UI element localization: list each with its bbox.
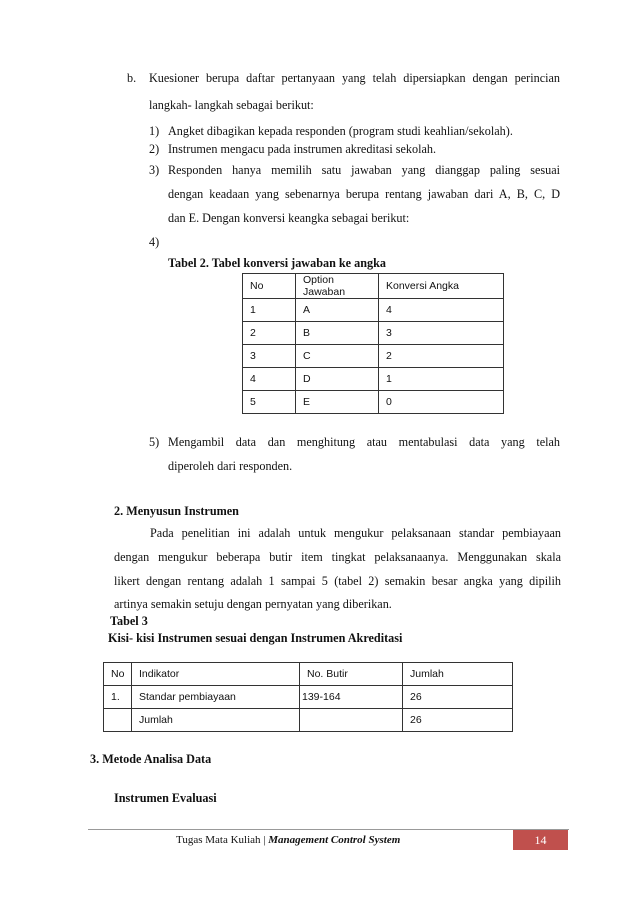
page-number: 14 xyxy=(513,830,568,850)
table-cell: 3 xyxy=(243,345,296,368)
list-item-5-line1: Mengambil data dan menghitung atau mentabulasi data yang telah xyxy=(168,435,560,449)
table-row xyxy=(243,391,504,414)
section2-heading: 2. Menyusun Instrumen xyxy=(114,504,239,518)
table-row xyxy=(243,299,504,322)
list-item-3-line3: dan E. Dengan konversi keangka sebagai berikut: xyxy=(168,211,410,225)
table-cell xyxy=(104,709,132,732)
list-marker-b: b. xyxy=(127,71,137,85)
table-cell: 5 xyxy=(243,391,296,414)
table-cell: Jumlah xyxy=(132,709,300,732)
section2-para-line3: likert dengan rentang adalah 1 sampai 5 (tabel 2) semakin besar angka yang dipilih xyxy=(114,574,561,588)
footer-course-name: Management Control System xyxy=(268,834,401,846)
table-cell: 2 xyxy=(243,322,296,345)
table-cell: D xyxy=(296,368,379,391)
section3-heading: 3. Metode Analisa Data xyxy=(90,752,212,766)
table-header-cell: Jumlah xyxy=(403,663,513,686)
table-cell: 1. xyxy=(104,686,132,709)
list-item-3-line2: dengan keadaan yang sebenarnya berupa rentang jawaban dari A, B, C, D xyxy=(168,187,560,201)
table-row xyxy=(104,663,513,686)
table3-caption-label: Tabel 3 xyxy=(110,614,148,628)
list-item-2: Instrumen mengacu pada instrumen akreditasi sekolah. xyxy=(168,142,437,156)
list-item-1: Angket dibagikan kepada responden (program studi keahlian/sekolah). xyxy=(168,124,513,138)
table-cell: 2 xyxy=(379,345,504,368)
list-num-5: 5) xyxy=(149,435,160,449)
table-header-cell: No. Butir xyxy=(300,663,403,686)
footer-prefix: Tugas Mata Kuliah | xyxy=(176,834,269,846)
table-row xyxy=(243,322,504,345)
table-header-cell: Option Jawaban xyxy=(296,274,379,299)
table-row xyxy=(243,345,504,368)
table2 xyxy=(242,273,504,414)
table-cell: 4 xyxy=(243,368,296,391)
table-row xyxy=(104,709,513,732)
table-cell: 26 xyxy=(403,709,513,732)
table-cell: 0 xyxy=(379,391,504,414)
table-cell: C xyxy=(296,345,379,368)
table-cell xyxy=(300,709,403,732)
table-header-cell: Konversi Angka xyxy=(379,274,504,299)
table-cell: 139-164 xyxy=(300,686,403,709)
list-num-4: 4) xyxy=(149,235,160,249)
table3 xyxy=(103,662,513,732)
section2-para-line4: artinya semakin setuju dengan pernyatan yang diberikan. xyxy=(114,597,392,611)
table-cell: B xyxy=(296,322,379,345)
table-cell: A xyxy=(296,299,379,322)
table-cell: 4 xyxy=(379,299,504,322)
footer-text xyxy=(176,834,400,846)
table-cell: 1 xyxy=(243,299,296,322)
table-cell: Standar pembiayaan xyxy=(132,686,300,709)
table-header-cell: No xyxy=(104,663,132,686)
list-item-5-line2: diperoleh dari responden. xyxy=(168,459,293,473)
list-item-3-line1: Responden hanya memilih satu jawaban yang dianggap paling sesuai xyxy=(168,163,560,177)
section3-subheading: Instrumen Evaluasi xyxy=(114,791,217,805)
list-b-line2: langkah- langkah sebagai berikut: xyxy=(149,98,314,112)
list-num-1: 1) xyxy=(149,124,160,138)
table-row xyxy=(243,368,504,391)
table-header-cell: Indikator xyxy=(132,663,300,686)
table-cell: E xyxy=(296,391,379,414)
table3-caption-title: Kisi- kisi Instrumen sesuai dengan Instrumen Akreditasi xyxy=(108,631,403,645)
list-num-2: 2) xyxy=(149,142,160,156)
table2-caption: Tabel 2. Tabel konversi jawaban ke angka xyxy=(168,256,386,270)
section2-para-line1: Pada penelitian ini adalah untuk mengukur pelaksanaan standar pembiayaan xyxy=(150,526,561,540)
table-cell: 1 xyxy=(379,368,504,391)
section2-para-line2: dengan mengukur beberapa butir item tingkat pelaksanaanya. Menggunakan skala xyxy=(114,550,561,564)
table-row xyxy=(243,274,504,299)
list-num-3: 3) xyxy=(149,163,160,177)
table-cell: 3 xyxy=(379,322,504,345)
table-row xyxy=(104,686,513,709)
footer-divider xyxy=(88,829,569,830)
list-b-line1: Kuesioner berupa daftar pertanyaan yang telah dipersiapkan dengan perincian xyxy=(149,71,560,85)
table-header-cell: No xyxy=(243,274,296,299)
table-cell: 26 xyxy=(403,686,513,709)
